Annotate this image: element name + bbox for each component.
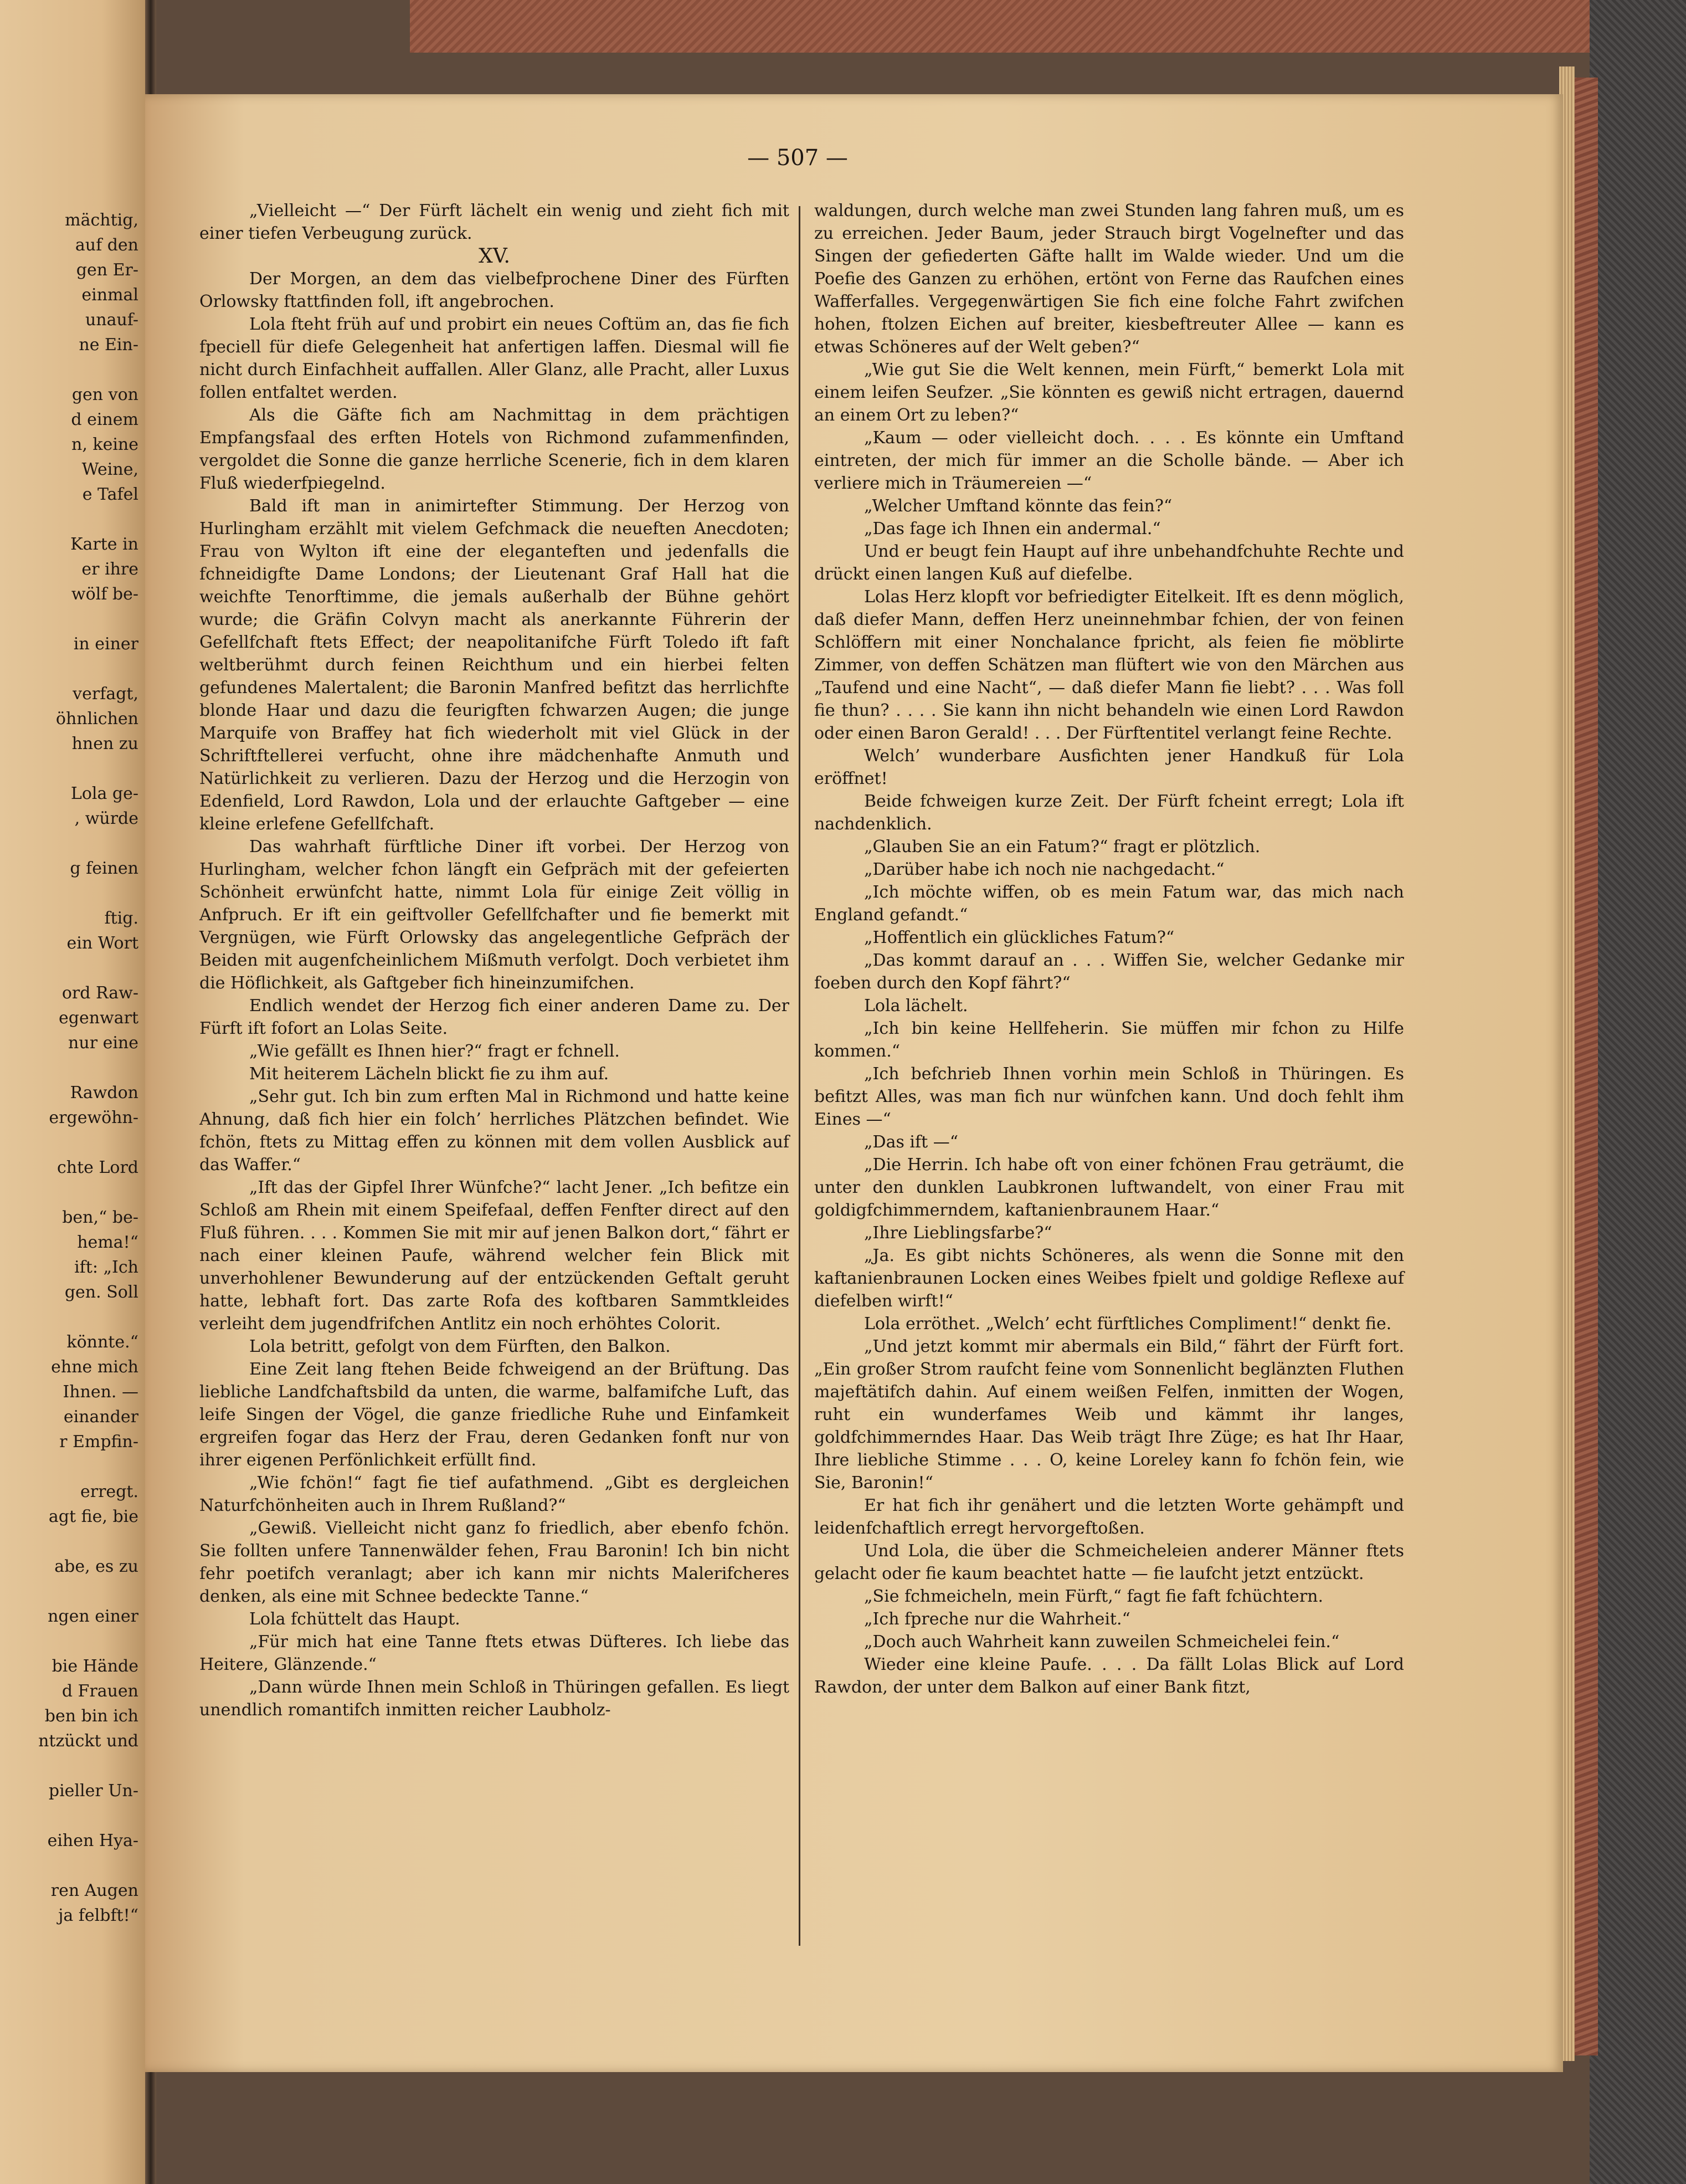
left-page-line: gen Er-	[76, 260, 138, 280]
paragraph: „Kaum — oder vielleicht doch. . . . Es könnte ein Umftand eintreten, der mich für immer an die Scholle bände. — Aber ich verliere mich in Träumereien —“	[814, 428, 1404, 493]
book-cover-right-edge	[1590, 0, 1686, 2184]
paragraph: „Gewiß. Vielleicht nicht ganz fo friedlich, aber ebenfo fchön. Sie follten unfere Tannenwälder fehen, Frau Baronin! Ich bin nicht fehr poetifch veranlagt; aber ich kann mir nichts Malerifcheres denken, als eine mit Schnee bedeckte Tanne.“	[199, 1519, 789, 1606]
paragraph: Eine Zeit lang ftehen Beide fchweigend an der Brüftung. Das liebliche Landfchaftsbild da unten, die warme, balfamifche Luft, das leife Singen der Vögel, die ganze friedliche Ruhe und Einfamkeit ergreifen fogar das Herz der Frau, deren Gedanken fonft nur von ihrer eigenen Perfönlichkeit erfüllt find.	[199, 1360, 789, 1470]
left-page-line: Karte in	[70, 535, 138, 554]
left-page-line: er ihre	[81, 560, 138, 579]
left-page-line: ift: „Ich	[74, 1258, 138, 1277]
left-page-line: nur eine	[68, 1033, 138, 1053]
paragraph: Lola betritt, gefolgt von dem Fürften, den Balkon.	[249, 1337, 671, 1356]
left-page-line: e Tafel	[82, 485, 138, 504]
paragraph: Mit heiterem Lächeln blickt fie zu ihm auf.	[249, 1064, 609, 1084]
left-page-line: abe, es zu	[54, 1557, 138, 1576]
paragraph: „Die Herrin. Ich habe oft von einer fchönen Frau geträumt, die unter den dunklen Laubkronen luftwandelt, von einer Frau mit goldigfchimmerndem, kaftanienbraunem Haar.“	[814, 1155, 1404, 1220]
left-page-line: agt fie, bie	[48, 1507, 138, 1526]
left-page-line: egenwart	[59, 1008, 138, 1028]
paragraph: Als die Gäfte fich am Nachmittag in dem prächtigen Empfangsfaal des erften Hotels von Richmond zufammenfinden, vergoldet die Sonne die ganze herrliche Scenerie, fich in dem klaren Fluß wiederfpiegelnd.	[199, 406, 789, 493]
left-page-line: ne Ein-	[79, 335, 138, 355]
paragraph: „Ift das der Gipfel Ihrer Wünfche?“ lacht Jener. „Ich befitze ein Schloß am Rhein mit einem Speifefaal, deffen Fenfter direct auf den Fluß führen. . . . Kommen Sie mit mir auf jenen Balkon dort,“ fährt er nach einer kleinen Paufe, während welcher fein Blick mit unverhohlener Bewunderung auf der entzückenden Geftalt geruht hatte, lebhaft fort. Das zarte Rofa des koftbaren Sammtkleides verleiht dem jugendfrifchen Antlitz ein noch erhöhtes Colorit.	[199, 1178, 789, 1334]
left-page-line: ben bin ich	[44, 1706, 138, 1726]
paragraph: „Wie gut Sie die Welt kennen, mein Fürft,“ bemerkt Lola mit einem leifen Seufzer. „Sie könnten es gewiß nicht ertragen, dauernd an einem Ort zu leben?“	[814, 360, 1404, 425]
paragraph: Lola lächelt.	[864, 996, 968, 1016]
left-page-line: ftig.	[104, 909, 138, 928]
paragraph: „Vielleicht —“ Der Fürft lächelt ein wenig und zieht fich mit einer tiefen Verbeugung zurück.	[199, 201, 789, 243]
paragraph: Der Morgen, an dem das vielbefprochene Diner des Fürften Orlowsky ftattfinden foll, ift angebrochen.	[199, 269, 789, 311]
paragraph: „Glauben Sie an ein Fatum?“ fragt er plötzlich.	[864, 837, 1261, 857]
left-page-line: einander	[63, 1407, 138, 1427]
left-page-line: ja felbft!“	[58, 1906, 138, 1925]
paragraph: Lolas Herz klopft vor befriedigter Eitelkeit. Ift es denn möglich, daß diefer Mann, deffen Herz uneinnehmbar fchien, der von feinen Schlöffern mit einer Nonchalance fpricht, als feien fie möblirte Zimmer, von deffen Schätzen man flüftert wie von den Märchen aus „Taufend und eine Nacht“, — daß diefer Mann fie liebt? . . . Was foll fie thun? . . . . Sie kann ihn nicht behandeln wie einen Lord Rawdon oder einen Baron Gerald! . . . Der Fürftentitel verlangt feine Rechte.	[814, 587, 1404, 743]
paragraph: „Dann würde Ihnen mein Schloß in Thüringen gefallen. Es liegt unendlich romantifch inmitten reicher Laubholz-	[199, 1678, 789, 1720]
left-page-line: ngen einer	[48, 1607, 138, 1626]
left-page-line: ren Augen	[50, 1881, 138, 1900]
left-page-line: Weine,	[81, 460, 138, 479]
left-page-line: Rawdon	[70, 1083, 138, 1103]
left-page-line: gen von	[71, 385, 138, 404]
paragraph: „Ich befchrieb Ihnen vorhin mein Schloß in Thüringen. Es befitzt Alles, was man fich nur wünfchen kann. Und doch fehlt ihm Eines —“	[814, 1064, 1404, 1129]
paragraph: „Ich fpreche nur die Wahrheit.“	[864, 1609, 1130, 1629]
left-page-line: verfagt,	[73, 684, 138, 704]
paragraph: „Ich bin keine Hellfeherin. Sie müffen mir fchon zu Hilfe kommen.“	[814, 1019, 1404, 1061]
text-column-right	[814, 199, 1404, 1699]
paragraph: Wieder eine kleine Paufe. . . . Da fällt Lolas Blick auf Lord Rawdon, der unter dem Balkon auf einer Bank fitzt,	[814, 1655, 1404, 1697]
left-page-line: , würde	[74, 809, 138, 828]
paragraph: Lola fchüttelt das Haupt.	[249, 1609, 460, 1629]
left-page-line: ord Raw-	[61, 983, 138, 1003]
left-page-line: bie Hände	[52, 1657, 138, 1676]
paragraph: Und er beugt fein Haupt auf ihre unbehandfchuhte Rechte und drückt einen langen Kuß auf diefelbe.	[814, 542, 1404, 584]
paragraph: „Sehr gut. Ich bin zum erften Mal in Richmond und hatte keine Ahnung, daß fich hier ein folch’ herrliches Plätzchen befindet. Wie fchön, ftets zu Mittag effen zu können mit dem vollen Ausblick auf das Waffer.“	[199, 1087, 789, 1175]
column-divider	[799, 206, 800, 1946]
paragraph: Bald ift man in animirtefter Stimmung. Der Herzog von Hurlingham erzählt mit vielem Gefchmack die neueften Anecdoten; Frau von Wylton ift eine der eleganteften und jedenfalls die fchneidigfte Dame Londons; der Lieutenant Graf Hall hat die weichfte Tenorftimme, die jemals außerhalb der Bühne gehört wurde; die Gräfin Colvyn macht als anerkannte Führerin der Gefellfchaft ftets Effect; der neapolitanifche Fürft Toledo ift faft weltberühmt durch feinen Reichthum und ein hierbei felten gefundenes Malertalent; die Baronin Manfred befitzt das herrlichfte blonde Haar und dazu die feurigften fchwarzen Augen; die junge Marquife von Braffey hat fich wiederholt mit viel Glück in der Schriftftellerei verfucht, ohne ihre mädchenhafte Anmuth und Natürlichkeit zu verlieren. Dazu der Herzog und die Herzogin von Edenfield, Lord Rawdon, Lola und der erlauchte Gaftgeber — eine kleine erlefene Gefellfchaft.	[199, 496, 789, 834]
paragraph: Und Lola, die über die Schmeicheleien anderer Männer ftets gelacht oder fie kaum beachtet hatte — fie laufcht jetzt entzückt.	[814, 1541, 1404, 1583]
paragraph: „Wie fchön!“ fagt fie tief aufathmend. „Gibt es dergleichen Naturfchönheiten auch in Ihrem Rußland?“	[199, 1473, 789, 1515]
paragraph: „Hoffentlich ein glückliches Fatum?“	[864, 928, 1175, 947]
paragraph: „Ich möchte wiffen, ob es mein Fatum war, das mich nach England gefandt.“	[814, 883, 1404, 925]
left-page-line: ehne mich	[51, 1357, 138, 1377]
left-page-line: pieller Un-	[48, 1781, 138, 1801]
left-page-line: hnen zu	[71, 734, 138, 753]
left-page-line: einmal	[81, 285, 138, 305]
left-page-line: unauf-	[85, 310, 138, 330]
paragraph: „Ja. Es gibt nichts Schöneres, als wenn die Sonne mit den kaftanienbraunen Locken eines Weibes fpielt und goldige Reflexe auf diefelben wirft!“	[814, 1246, 1404, 1311]
left-page-line: n, keine	[71, 435, 138, 454]
paragraph: Welch’ wunderbare Ausfichten jener Handkuß für Lola eröffnet!	[814, 746, 1404, 788]
left-page-line: Lola ge-	[70, 784, 138, 803]
paragraph: „Ihre Lieblingsfarbe?“	[864, 1223, 1052, 1243]
text-column-left	[199, 199, 789, 1721]
left-page-line: könnte.“	[66, 1332, 138, 1352]
left-page-line: d einem	[71, 410, 138, 429]
left-page-line: erregt.	[80, 1482, 138, 1501]
left-page-line: ntzückt und	[38, 1731, 138, 1751]
page-number: — 507 —	[747, 145, 848, 171]
left-page-line: in einer	[73, 634, 138, 654]
paragraph: Lola fteht früh auf und probirt ein neues Coftüm an, das fie fich fpeciell für diefe Gelegenheit hat anfertigen laffen. Diesmal will fie nicht durch Einfachheit auffallen. Aller Glanz, alle Pracht, aller Luxus follen entfaltet werden.	[199, 315, 789, 402]
left-page-line: gen. Soll	[64, 1283, 138, 1302]
paragraph: „Doch auch Wahrheit kann zuweilen Schmeichelei fein.“	[864, 1632, 1340, 1652]
book-cover-top-edge	[410, 0, 1686, 53]
paragraph: „Das kommt darauf an . . . Wiffen Sie, welcher Gedanke mir foeben durch den Kopf fährt?“	[814, 951, 1404, 993]
left-page-line: ein Wort	[66, 934, 138, 953]
left-page-line: ben,“ be-	[62, 1208, 138, 1227]
left-page-line: wölf be-	[71, 585, 138, 604]
paragraph: „Darüber habe ich noch nie nachgedacht.“	[864, 860, 1225, 879]
paragraph: Endlich wendet der Herzog fich einer anderen Dame zu. Der Fürft ift fofort an Lolas Seite.	[199, 996, 789, 1038]
paragraph: Das wahrhaft fürftliche Diner ift vorbei. Der Herzog von Hurlingham, welcher fchon längft ein Gefpräch mit der gefeierten Schönheit erwünfcht hatte, nimmt Lola für einige Zeit völlig in Anfpruch. Er ift ein geiftvoller Gefellfchafter und fie bemerkt mit Vergnügen, wie Fürft Orlowsky das angelegentliche Gefpräch der Beiden mit augenfcheinlichem Mißmuth verfolgt. Doch verbietet ihm die Höflichkeit, als Gaftgeber fich hineinzumifchen.	[199, 837, 789, 993]
paragraph: Beide fchweigen kurze Zeit. Der Fürft fcheint erregt; Lola ift nachdenklich.	[814, 792, 1404, 834]
left-page-line: ergewöhn-	[49, 1108, 138, 1127]
left-page-line: d Frauen	[61, 1681, 138, 1701]
left-page-line: g feinen	[70, 859, 138, 878]
paragraph: waldungen, durch welche man zwei Stunden lang fahren muß, um es zu erreichen. Jeder Baum, jeder Strauch birgt Vogelnefter und das Singen der gefiederten Gäfte hallt im Walde wieder. Und um die Poefie des Ganzen zu erhöhen, ertönt von Ferne das Raufchen eines Wafferfalles. Vergegenwärtigen Sie fich eine folche Fahrt zwifchen hohen, ftolzen Eichen auf breiter, kiesbeftreuter Allee — kann es etwas Schöneres auf der Welt geben?“	[814, 201, 1404, 357]
left-page-line: r Empfin-	[59, 1432, 138, 1452]
left-page-line: hema!“	[77, 1233, 138, 1252]
left-page-line: chte Lord	[57, 1158, 138, 1177]
paragraph: „Wie gefällt es Ihnen hier?“ fragt er fchnell.	[249, 1042, 620, 1061]
paragraph: „Das ift —“	[864, 1132, 959, 1152]
paragraph: „Und jetzt kommt mir abermals ein Bild,“ fährt der Fürft fort. „Ein großer Strom raufcht feine vom Sonnenlicht beglänzten Fluthen majeftätifch dahin. Auf einem weißen Felfen, inmitten der Wogen, ruht ein wunderfames Weib und kämmt ihr langes, goldfchimmerndes Haar. Das Weib trägt Ihre Züge; es hat Ihr Haar, Ihre liebliche Stimme . . . O, keine Loreley kann fo fchön fein, wie Sie, Baronin!“	[814, 1337, 1404, 1493]
paragraph: Er hat fich ihr genähert und die letzten Worte gehämpft und leidenfchaftlich erregt hervorgeftoßen.	[814, 1496, 1404, 1538]
left-page-line: Ihnen. —	[63, 1382, 138, 1402]
paragraph: „Für mich hat eine Tanne ftets etwas Düfteres. Ich liebe das Heitere, Glänzende.“	[199, 1632, 789, 1674]
left-page-line: mächtig,	[65, 211, 138, 230]
left-page-line: auf den	[75, 235, 138, 255]
left-page-line: eihen Hya-	[47, 1831, 138, 1850]
paragraph: „Sie fchmeicheln, mein Fürft,“ fagt fie faft fchüchtern.	[864, 1587, 1324, 1606]
paragraph: Lola erröthet. „Welch’ echt fürftliches Compliment!“ denkt fie.	[864, 1314, 1392, 1334]
paragraph: „Welcher Umftand könnte das fein?“	[864, 496, 1173, 516]
chapter-heading: XV.	[479, 245, 510, 268]
left-page-line: öhnlichen	[55, 709, 138, 729]
paragraph: „Das fage ich Ihnen ein andermal.“	[864, 519, 1161, 539]
left-page-fragment	[0, 0, 145, 2184]
